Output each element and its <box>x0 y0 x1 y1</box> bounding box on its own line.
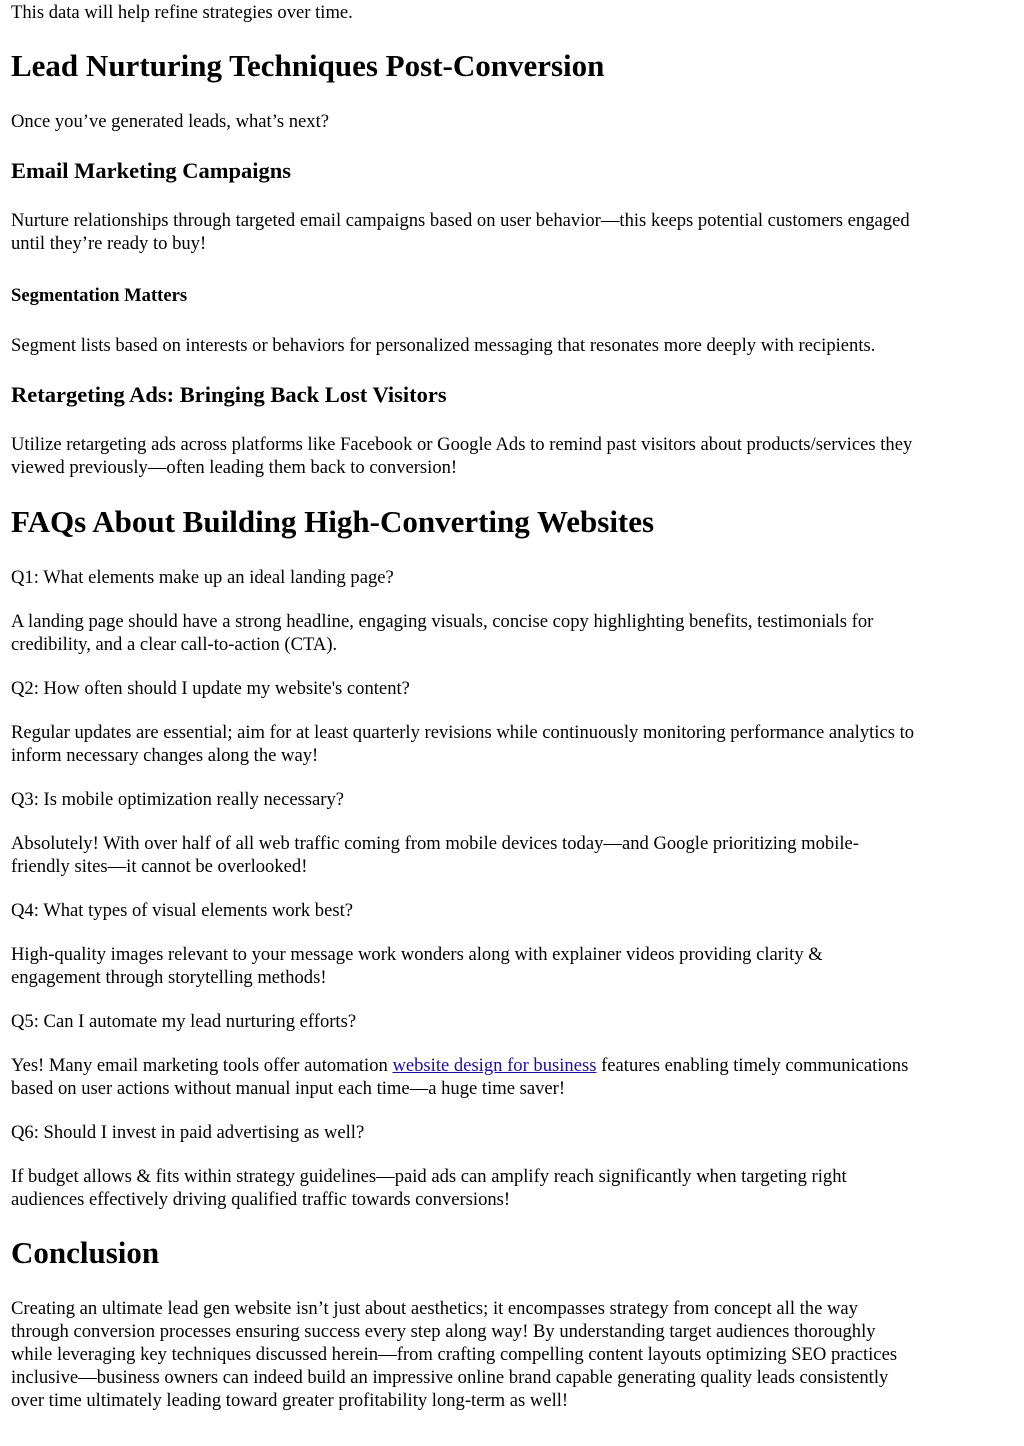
subheading-segmentation: Segmentation Matters <box>11 285 188 306</box>
paragraph-line <box>11 1054 908 1077</box>
paragraph-line: High-quality images relevant to your message work wonders along with explainer videos providing clarity & <box>11 944 823 965</box>
paragraph-line: Nurture relationships through targeted email campaigns based on user behavior—this keeps potential customers engaged <box>11 210 910 231</box>
answer-text: Yes! Many email marketing tools offer automation <box>11 1055 393 1076</box>
paragraph-line: engagement through storytelling methods! <box>11 967 327 988</box>
paragraph-line: over time ultimately leading toward greater profitability long-term as well! <box>11 1390 569 1411</box>
faq-question: Q1: What elements make up an ideal landing page? <box>11 567 394 588</box>
paragraph-line: Utilize retargeting ads across platforms like Facebook or Google Ads to remind past visitors about products/services they <box>11 434 913 455</box>
paragraph-line: friendly sites—it cannot be overlooked! <box>11 856 308 877</box>
paragraph-line: Absolutely! With over half of all web traffic coming from mobile devices today—and Google prioritizing mobile- <box>11 833 859 854</box>
subheading-email-marketing: Email Marketing Campaigns <box>11 158 292 183</box>
paragraph-line: credibility, and a clear call-to-action (CTA). <box>11 634 338 655</box>
paragraph-line: based on user actions without manual input each time—a huge time saver! <box>11 1078 566 1099</box>
faq-question: Q4: What types of visual elements work best? <box>11 900 354 921</box>
retargeting-paragraph <box>11 433 912 479</box>
paragraph-line: Creating an ultimate lead gen website isn’t just about aesthetics; it encompasses strategy from concept all the way <box>11 1298 858 1319</box>
faq-answer <box>11 1054 908 1100</box>
faq-answer <box>11 832 859 878</box>
conclusion-paragraph <box>11 1297 897 1412</box>
email-marketing-paragraph <box>11 209 910 255</box>
paragraph-line: A landing page should have a strong headline, engaging visuals, concise copy highlighting benefits, testimonials for <box>11 611 874 632</box>
answer-text: features enabling timely communications <box>596 1055 909 1076</box>
section-heading-faqs: FAQs About Building High-Converting Websites <box>11 504 655 539</box>
paragraph-line: If budget allows & fits within strategy guidelines—paid ads can amplify reach significantly when targeting right <box>11 1166 847 1187</box>
lead-nurturing-intro: Once you’ve generated leads, what’s next? <box>11 111 330 132</box>
section-heading-lead-nurturing: Lead Nurturing Techniques Post-Conversion <box>11 48 605 83</box>
faq-answer <box>11 943 823 989</box>
faq-question: Q3: Is mobile optimization really necessary? <box>11 789 345 810</box>
paragraph-line: until they’re ready to buy! <box>11 233 207 254</box>
paragraph-line: audiences effectively driving qualified traffic towards conversions! <box>11 1189 511 1210</box>
paragraph-line: inclusive—business owners can indeed build an impressive online brand capable generating quality leads consistently <box>11 1367 889 1388</box>
faq-question: Q2: How often should I update my website's content? <box>11 678 410 699</box>
faq-answer <box>11 1165 847 1211</box>
intro-paragraph: This data will help refine strategies over time. <box>11 2 353 23</box>
faq-question: Q6: Should I invest in paid advertising as well? <box>11 1122 365 1143</box>
website-design-link[interactable]: website design for business <box>392 1055 597 1076</box>
paragraph-line: while leveraging key techniques discussed herein—from crafting compelling content layouts optimizing SEO practices <box>11 1344 898 1365</box>
faq-question: Q5: Can I automate my lead nurturing efforts? <box>11 1011 357 1032</box>
paragraph-line: through conversion processes ensuring success every step along way! By understanding target audiences thoroughly <box>11 1321 876 1342</box>
paragraph-line: Regular updates are essential; aim for at least quarterly revisions while continuously monitoring performance analytics to <box>11 722 915 743</box>
segmentation-paragraph: Segment lists based on interests or behaviors for personalized messaging that resonates more deeply with recipients. <box>11 335 876 356</box>
faq-answer <box>11 721 914 767</box>
paragraph-line: inform necessary changes along the way! <box>11 745 319 766</box>
paragraph-line: viewed previously—often leading them back to conversion! <box>11 457 458 478</box>
faq-answer <box>11 610 873 656</box>
section-heading-conclusion: Conclusion <box>11 1235 160 1270</box>
subheading-retargeting: Retargeting Ads: Bringing Back Lost Visitors <box>11 382 447 407</box>
